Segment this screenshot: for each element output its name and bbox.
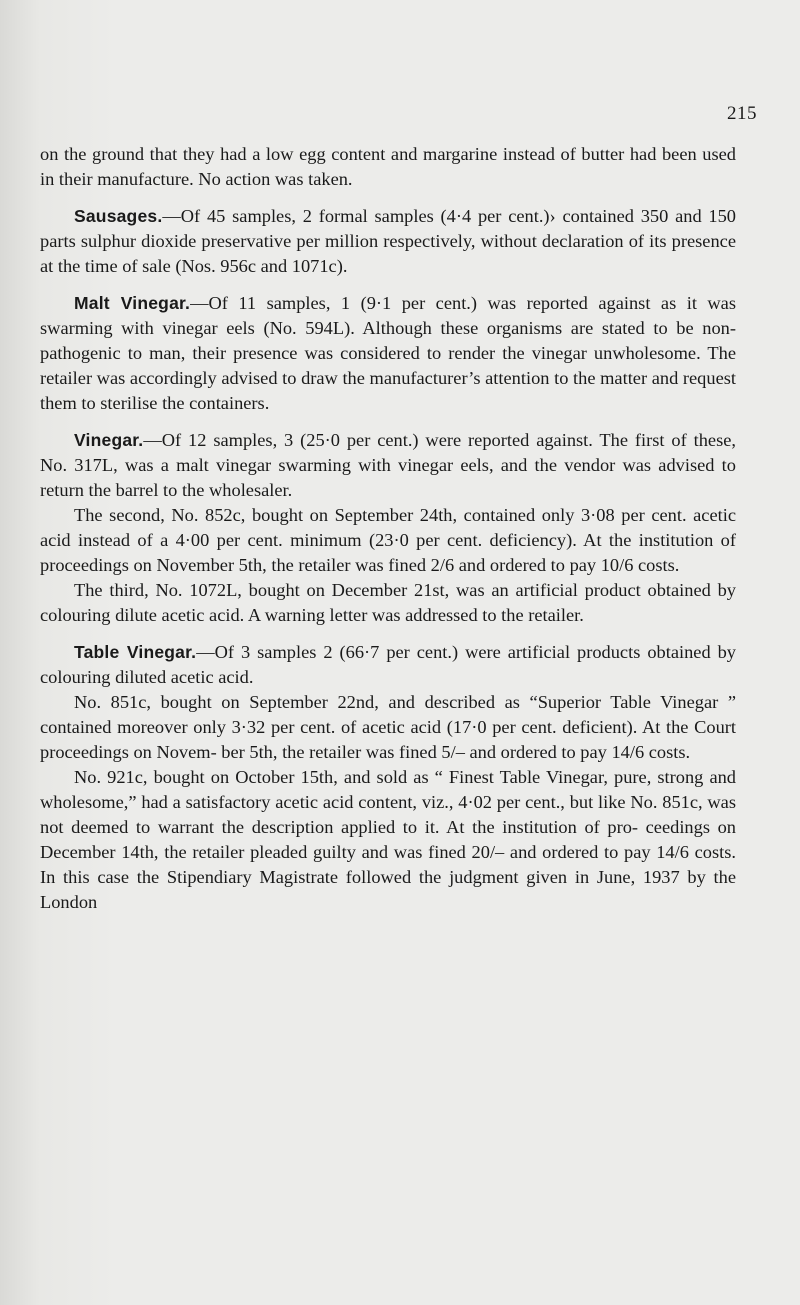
paragraph-vinegar-second (40, 503, 736, 578)
paragraph-text: The second, No. 852c, bought on September 24th, contained only 3·08 per cent. acetic acid instead of a 4·00 per cent. minimum (23·0 per cent. deficiency). At the institution of proceedings on November 5th, the retailer was fined 2/6 and ordered to pay 10/6 costs. (40, 505, 736, 575)
section-heading: Sausages. (74, 206, 163, 226)
paragraph-continuation (40, 142, 736, 192)
page-number: 215 (727, 103, 757, 124)
paragraph-text: —Of 45 samples, 2 formal samples (4·4 per cent.)› contained 350 and 150 parts sulphur dioxide preservative per million respectively, without declaration of its presence at the time of sale (Nos. 956c and 1071c). (40, 206, 736, 276)
section-heading: Vinegar. (74, 430, 144, 450)
paragraph-text: —Of 3 samples 2 (66·7 per cent.) were artificial products obtained by colouring diluted acetic acid. (40, 642, 737, 687)
paragraph-text: The third, No. 1072L, bought on December 21st, was an artificial product obtained by colouring dilute acetic acid. A warning letter was addressed to the retailer. (40, 580, 736, 625)
paragraph-malt-vinegar (40, 291, 736, 416)
body-text (40, 142, 736, 915)
paragraph-table-vinegar-921c (40, 765, 736, 915)
paragraph-vinegar (40, 428, 736, 503)
section-heading: Malt Vinegar. (74, 293, 191, 313)
section-heading: Table Vinegar. (74, 642, 197, 662)
paragraph-text: No. 921c, bought on October 15th, and sold as “ Finest Table Vinegar, pure, strong and wholesome,” had a satisfactory acetic acid content, viz., 4·02 per cent., but like No. 851c, was not deemed to warrant the description applied to it. At the institution of pro- ceedings on December 14th, the retailer pleaded guilty and was fined 20/– and ordered to pay 14/6 costs. In this case the Stipendiary Magistrate followed the judgment given in June, 1937 by the London (40, 767, 736, 912)
paragraph-text: —Of 11 samples, 1 (9·1 per cent.) was reported against as it was swarming with vinegar eels (No. 594L). Although these organisms are stated to be non-pathogenic to man, their presence was considered to render the vinegar unwholesome. The retailer was accordingly advised to draw the manufacturer’s attention to the matter and request them to sterilise the containers. (40, 293, 737, 413)
paragraph-text: No. 851c, bought on September 22nd, and described as “Superior Table Vinegar ” contained moreover only 3·32 per cent. of acetic acid (17·0 per cent. deficient). At the Court proceedings on Novem- ber 5th, the retailer was fined 5/– and ordered to pay 14/6 costs. (40, 692, 736, 762)
paragraph-text: —Of 12 samples, 3 (25·0 per cent.) were reported against. The first of these, No. 317L, was a malt vinegar swarming with vinegar eels, and the vendor was advised to return the barrel to the wholesaler. (40, 430, 736, 500)
paragraph-text: on the ground that they had a low egg content and margarine instead of butter had been used in their manufacture. No action was taken. (40, 144, 736, 189)
paragraph-vinegar-third (40, 578, 736, 628)
paragraph-table-vinegar-851c (40, 690, 736, 765)
paragraph-sausages (40, 204, 736, 279)
paragraph-table-vinegar (40, 640, 736, 690)
